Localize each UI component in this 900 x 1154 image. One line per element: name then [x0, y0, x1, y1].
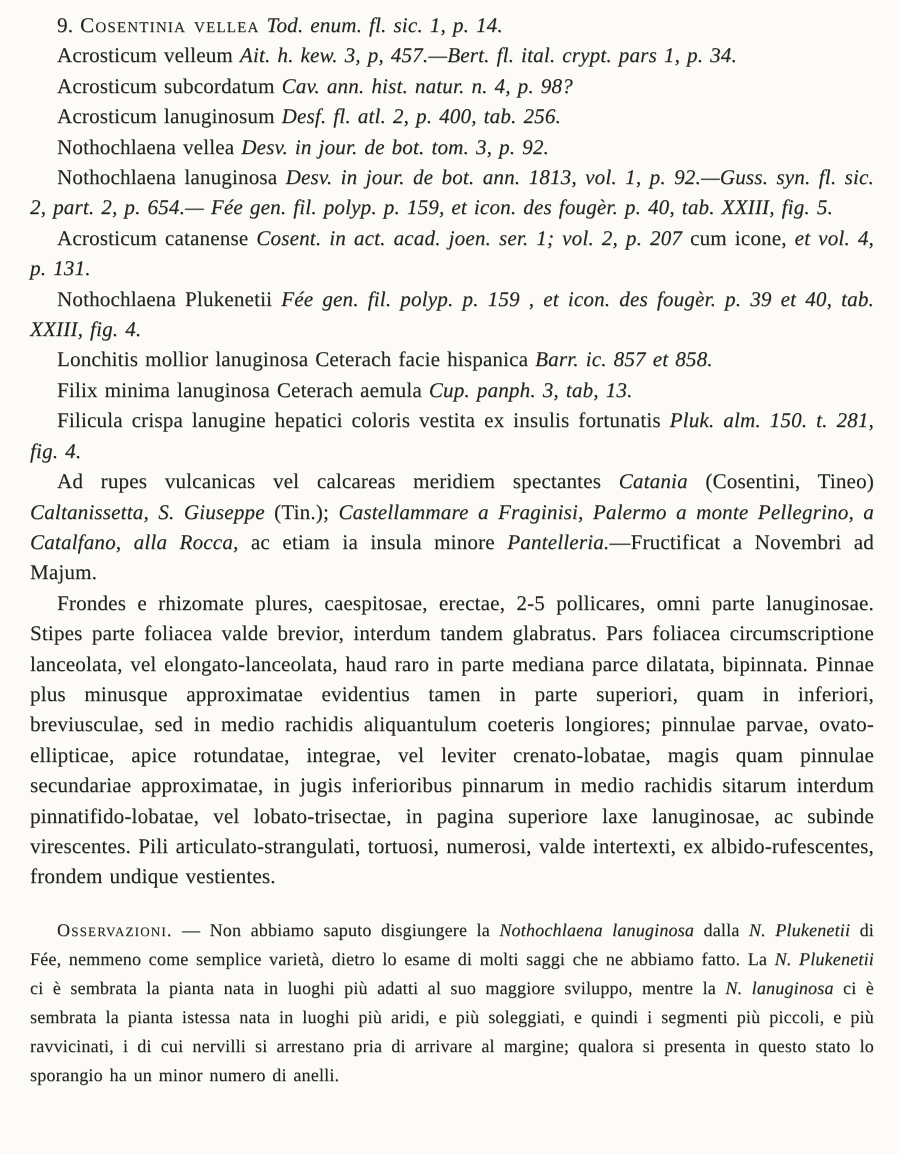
- italic-text-run: et vol. 4, p. 131.: [30, 225, 874, 281]
- text-run: cum icone,: [690, 225, 795, 250]
- synonym-filicula-crispa: [30, 405, 874, 466]
- observations-paragraph: [30, 916, 874, 1090]
- italic-text-run: N. Plukenetii: [748, 919, 851, 940]
- synonym-acrosticum-velleum: [30, 40, 874, 70]
- smallcaps-text-run: Cosentinia vellea: [80, 13, 260, 37]
- italic-text-run: Tod. enum. fl. sic. 1, p. 14.: [266, 13, 503, 37]
- italic-text-run: Ait. h. kew. 3, p, 457.—Bert. fl. ital. crypt. pars 1, p. 34.: [239, 43, 737, 68]
- synonym-lonchitis-mollior: [30, 344, 874, 374]
- italic-text-run: N. Plukenetii: [774, 948, 874, 969]
- description-paragraph: [30, 588, 874, 892]
- synonym-acrosticum-lanuginosum: [30, 101, 874, 131]
- synonym-acrosticum-catanense: [30, 223, 874, 284]
- text-run: (Tin.);: [274, 499, 339, 524]
- text-run: 9.: [57, 13, 81, 37]
- text-run: Acrosticum velleum: [57, 43, 240, 68]
- italic-text-run: Catania: [618, 469, 706, 494]
- italic-text-run: Desv. in jour. de bot. ann. 1813, vol. 1, p. 92.—Guss. syn. fl. sic. 2, part. 2, p. 654.— Fée gen. fil. polyp. p. 159, et icon. des fougèr. p. 40, tab. XXIII, fig. 5.: [30, 165, 874, 220]
- text-run: Filicula crispa lanugine hepatici coloris vestita ex insulis fortunatis: [57, 408, 670, 433]
- text-run: Lonchitis mollior lanuginosa Ceterach facie hispanica: [57, 347, 536, 372]
- synonym-nothochlaena-vellea: [30, 132, 874, 162]
- text-run: di Fée, nemmeno come semplice varietà, dietro lo esame di molti saggi che ne abbiamo fatto. La: [30, 919, 875, 969]
- italic-text-run: Caltanissetta, S. Giuseppe: [30, 499, 275, 524]
- text-run: Acrosticum catanense: [57, 225, 257, 250]
- text-run: — Non abbiamo saputo disgiungere la: [172, 919, 500, 940]
- italic-text-run: Barr. ic. 857 et 858.: [535, 347, 713, 372]
- text-run: Acrosticum lanuginosum: [57, 104, 282, 129]
- text-run: dalla: [694, 919, 749, 940]
- synonym-filix-minima: [30, 375, 874, 405]
- italic-text-run: Nothochlaena lanuginosa: [499, 919, 695, 940]
- text-run: Nothochlaena vellea: [57, 134, 242, 159]
- synonym-nothochlaena-plukenetii: [30, 284, 874, 345]
- text-run: [260, 13, 267, 37]
- text-run: Ad rupes vulcanicas vel calcareas meridiem spectantes: [57, 469, 619, 494]
- italic-text-run: Pantelleria.: [507, 529, 610, 554]
- text-run: Filix minima lanuginosa Ceterach aemula: [57, 377, 429, 402]
- text-run: ci è sembrata la pianta nata in luoghi più adatti al suo maggiore sviluppo, mentre la: [30, 977, 726, 998]
- species-heading: [30, 10, 874, 40]
- text-run: ci è sembrata la pianta istessa nata in luoghi più aridi, e più soleggiati, e quindi i segmenti più piccoli, e più ravvicinati, i di cui nervilli si arrestano pria di arrivare al margine; qualora si presenta in questo stato lo sporangio ha un minor numero di anelli.: [30, 977, 874, 1085]
- italic-text-run: Cav. ann. hist. natur. n. 4, p. 98?: [281, 73, 573, 98]
- italic-text-run: Desv. in jour. de bot. tom. 3, p. 92.: [241, 134, 549, 159]
- habitat-paragraph: [30, 466, 874, 588]
- text-run: —Fructificat a Novembri ad Majum.: [30, 529, 874, 585]
- smallcaps-text-run: Osservazioni.: [57, 919, 173, 940]
- italic-text-run: Desf. fl. atl. 2, p. 400, tab. 256.: [281, 104, 561, 129]
- text-run: (Cosentini, Tineo): [705, 469, 874, 494]
- text-run: ac etiam ia insula minore: [238, 529, 508, 554]
- page-text-content: [30, 10, 874, 1090]
- text-run: Nothochlaena Plukenetii: [57, 286, 282, 311]
- italic-text-run: Cosent. in act. acad. joen. ser. 1; vol. 2, p. 207: [256, 225, 691, 250]
- italic-text-run: Pluk. alm. 150. t. 281, fig. 4.: [30, 408, 874, 463]
- text-run: Acrosticum subcordatum: [57, 73, 282, 98]
- text-run: Nothochlaena lanuginosa: [57, 165, 286, 190]
- italic-text-run: Fée gen. fil. polyp. p. 159 , et icon. des fougèr. p. 39 et 40, tab. XXIII, fig. 4.: [30, 286, 874, 342]
- text-run: Frondes e rhizomate plures, caespitosae, erectae, 2-5 pollicares, omni parte lanuginosae. Stipes parte foliacea valde brevior, interdum tandem glabratus. Pars foliacea circumscriptione lanceolata, vel elongato-lanceolata, haud raro in parte mediana parce dilatata, bipinnata. Pinnae plus minusque approximatae evidentius tamen in parte superiori, quam in inferiori, breviusculae, sed in medio rachidis aliquantulum coeteris longiores; pinnulae parvae, ovato-ellipticae, apice rotundatae, integrae, vel leviter crenato-lobatae, magis quam pinnulae secundariae approximatae, in jugis inferioribus pinnarum in medio rachidis sitarum interdum pinnatifido-lobatae, vel lobato-trisectae, in pagina superiore laxe lanuginosae, ac subinde virescentes. Pili articulato-strangulati, tortuosi, numerosi, valde intertexti, ex albido-rufescentes, frondem undique vestientes.: [30, 590, 874, 889]
- italic-text-run: Cup. panph. 3, tab, 13.: [428, 377, 633, 402]
- synonym-nothochlaena-lanuginosa: [30, 162, 874, 223]
- synonym-acrosticum-subcordatum: [30, 71, 874, 101]
- italic-text-run: N. lanuginosa: [725, 977, 834, 998]
- italic-text-run: Castellammare a Fraginisi, Palermo a monte Pellegrino, a Catalfano, alla Rocca,: [30, 499, 874, 554]
